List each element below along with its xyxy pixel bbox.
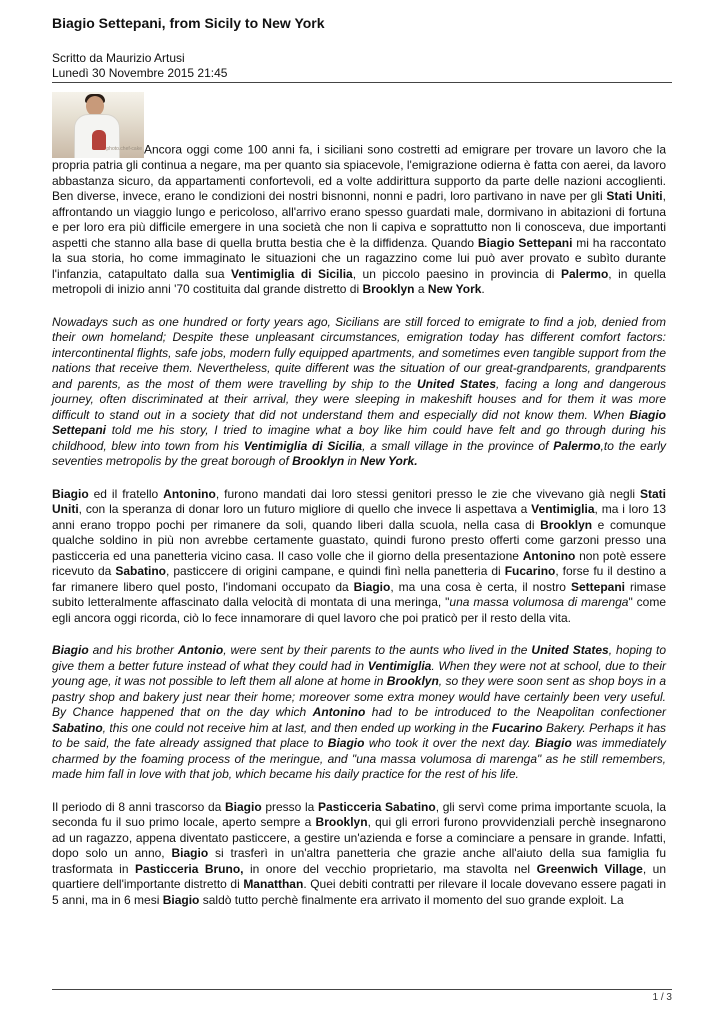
bold-text: Fucarino — [491, 720, 543, 735]
text-run: , gli servì come prima importante scuola, la seconda fu il suo primo locale, aperto sempre a — [52, 799, 667, 829]
text-run: si trasferì in un'altra panetteria che grazie anche all'aiuto della sua famiglia fu trasformata in — [52, 846, 666, 876]
article-meta — [52, 51, 227, 81]
text-run: , a small village in the province of — [362, 438, 554, 453]
paragraph — [52, 92, 666, 298]
bold-text: Biagio — [353, 579, 391, 594]
text-run: , con la speranza di donar loro un futuro migliore di quello che invece li aspettava a — [78, 502, 532, 516]
text-run: presso la — [261, 799, 318, 814]
paragraph — [52, 643, 666, 783]
bold-text: Biagio — [162, 892, 200, 907]
bold-text: Biagio — [52, 643, 89, 657]
text-run: saldò tutto perchè finalmente era arrivato il momento del suo grande exploit. La — [199, 892, 624, 907]
text-run: rimase subito letteralmente affascinato dalla velocità di montata di una meringa, " — [52, 579, 666, 609]
text-run: , ma una cosa è certa, il nostro — [390, 579, 571, 594]
bold-text: Brooklyn — [315, 815, 368, 829]
text-run: in — [344, 454, 361, 468]
paragraph — [52, 487, 666, 627]
chef-photo — [52, 92, 144, 158]
paragraph — [52, 800, 666, 909]
paragraph — [52, 315, 666, 470]
text-run: Bakery. Perhaps it has to be said, the fate already assigned that place to — [52, 720, 666, 750]
bold-text: Biagio — [535, 736, 572, 750]
text-run: non potè essere ricevuto da — [52, 548, 666, 578]
text-run: , pasticcere di origini campane, e quindi finì nella panetteria di — [166, 564, 505, 578]
header-divider — [52, 82, 672, 83]
text-run: . — [481, 282, 485, 296]
photo-watermark: photo.chef-cake — [106, 145, 142, 152]
article-body — [52, 92, 666, 925]
bold-text: Greenwich Village — [536, 861, 643, 876]
text-run: , un piccolo paesino in provincia di — [352, 266, 561, 281]
text-run: , in quella metropoli di inizio anni '70 costituita dal grande distretto di — [52, 266, 666, 296]
bold-text: Stati Uniti — [52, 486, 666, 516]
bold-text: Brooklyn — [386, 674, 439, 688]
text-run: , furono mandati dai loro stessi genitori presso le zie che vivevano già negli — [215, 486, 640, 501]
text-run: told me his story, I tried to imagine what a boy like him could have felt and go through during his childhood, blew into town from his — [52, 423, 666, 453]
text-run: , hoping to give them a better future instead of what they could had in — [52, 643, 667, 673]
text-run: , so they were soon sent as shop boys in a pastry shop and bakery just near their home; moreover some extra money would have certainly been very useful. By Chance happened that on the day which — [52, 674, 666, 719]
bold-text: Antonino — [312, 705, 366, 719]
text-run: , this one could not receive him at last, and then ended up working in the — [102, 720, 492, 735]
date-line: Lunedì 30 Novembre 2015 21:45 — [52, 66, 228, 80]
bold-text: Biagio — [225, 799, 262, 814]
text-run: , forse fu il destino a far rimanere libero quel posto, l'indomani occupato da — [52, 564, 666, 594]
bold-text: Palermo — [560, 266, 609, 281]
bold-text: Ventimiglia — [367, 658, 432, 673]
bold-text: New York — [427, 282, 482, 296]
text-run: was immediately charmed by the foaming process of the meringue, and "una massa volumosa di marenga" as he still remembers, made him fall in love with that job, which became his daily practice for the rest of his life. — [52, 736, 666, 781]
bold-text: Brooklyn — [362, 282, 415, 296]
bold-text: Biagio Settepani — [52, 407, 666, 437]
text-run: , qui gli errori furono provvidenziali perchè insegnarono ad un ragazzo, appena diventato pasticcere, a gestire un'azienda e forse a cominciare a pensare in grande. Infatti, dopo solo un anno, — [52, 815, 667, 860]
bold-text: Antonino — [522, 548, 576, 563]
text-run: una massa volumosa di marenga — [449, 595, 629, 609]
author-line: Scritto da Maurizio Artusi — [52, 51, 185, 65]
text-run: , facing a long and dangerous journey, often discriminated at their arrival, they were sleeping in makeshift houses and for them it was more difficult to stand out in a society that did not understand them and especially did not know them. When — [52, 376, 666, 422]
bold-text: Brooklyn — [292, 454, 345, 468]
bold-text: Palermo — [553, 438, 601, 453]
bold-text: United States — [531, 643, 609, 657]
text-run: " come egli ancora oggi ricorda, ciò lo fece innamorare di quel lavoro che poi praticò per il resto della vita. — [52, 595, 667, 625]
text-run: , un quartiere dell'importante distretto di — [52, 861, 667, 891]
text-run: had to be introduced to the Neapolitan confectioner — [365, 705, 666, 719]
bold-text: Brooklyn — [540, 517, 593, 532]
article-title: Biagio Settepani, from Sicily to New York — [52, 15, 325, 31]
bold-text: United States — [416, 376, 497, 391]
text-run: , ma i loro 13 anni erano troppo pochi per rimanere da soli, quando liberi dalla scuola, nella casa di — [52, 502, 666, 532]
bold-text: Ventimiglia di Sicilia — [243, 438, 363, 453]
text-run: in onore del vecchio proprietario, ma stavolta nel — [243, 861, 537, 876]
text-run: Nowadays such as one hundred or forty years ago, Sicilians are still forced to emigrate to find a job, denied from their own homeland; Despite these unpleasant circumstances, emigration today has different comfort factors: intercontinental flights, safe jobs, modern fully equipped apartments, and sometimes even tangible support from the nations that receive them. Nevertheless, quite different was the situation of our great-grandparents, grandparents and parents, as the most of them were travelling by ship to the — [52, 314, 666, 391]
text-run: who took it over the next day. — [364, 736, 536, 750]
text-run: Il periodo di 8 anni trascorso da — [52, 799, 225, 814]
text-run: e comunque qualche soldino in più non avrebbe certamente guastato, quindi furono presto offerti come garzoni presso una pasticceria ed una panetteria vicino casa. Il caso volle che il giorno della presentazione — [52, 517, 666, 563]
text-run: . When they were not at school, due to their young age, it was not possible to left them all alone at home in — [52, 658, 667, 688]
text-run: , were sent by their parents to the aunts who lived in the — [223, 643, 532, 657]
bold-text: New York. — [360, 454, 418, 468]
bold-text: Biagio Settepani — [477, 235, 573, 250]
bold-text: Sabatino — [52, 720, 103, 735]
bold-text: Manatthan — [243, 877, 304, 891]
bold-text: Stati Uniti — [606, 189, 663, 203]
bold-text: Fucarino — [504, 564, 556, 578]
text-run: Ancora oggi come 100 anni fa, i siciliani sono costretti ad emigrare per trovare un lavoro che la propria patria gli continua a negare, ma per quanto sia spiacevole, l'emigrazione odierna è fatta con aerei, da lavoro abbastanza sicuro, da appartamenti confortevoli, ed a volte addirittura supporto da parte delle nazioni accoglienti. Ben diverse, invece, erano le condizioni dei nostri bisnonni, nonni e padri, loro partivano in nave per gli — [52, 142, 666, 203]
footer-divider — [52, 989, 672, 990]
bold-text: Ventimiglia — [531, 502, 595, 516]
text-run: . Quei debiti contratti per rilevare il locale dovevano essere pagati in 5 anni, ma in 6 mesi — [52, 877, 667, 907]
bold-text: Antonino — [163, 486, 216, 501]
text-run: ,to the early seventies metropolis by the great borough of — [52, 438, 667, 468]
text-run: a — [414, 282, 428, 296]
bold-text: Biagio — [52, 486, 89, 501]
bold-text: Sabatino — [115, 564, 167, 578]
bold-text: Ventimiglia di Sicilia — [231, 266, 353, 281]
text-run: , affrontando un viaggio lungo e pericoloso, all'arrivo erano spesso guardati male, dormivano in abitazioni di fortuna e per loro era più difficile emergere in una società che non li capiva e soprattutto non li conosceva, due importanti aspetti che stanno alla base di quella brutta bestia che è la diffidenza. Quando — [52, 189, 666, 250]
page-number: 1 / 3 — [652, 992, 672, 1003]
text-run: ed il fratello — [88, 486, 164, 501]
text-run: and his brother — [88, 643, 178, 657]
bold-text: Biagio — [327, 736, 365, 750]
bold-text: Settepani — [570, 579, 625, 594]
bold-text: Pasticceria Bruno, — [134, 861, 244, 876]
bold-text: Antonio — [177, 643, 224, 657]
text-run: mi ha raccontato la sua storia, ho come immaginato le situazioni che un ragazzino come lui può aver provato e subìto durante l'infanzia, catapultato dalla sua — [52, 235, 667, 281]
bold-text: Pasticceria Sabatino — [317, 799, 436, 814]
bold-text: Biagio — [171, 846, 209, 860]
